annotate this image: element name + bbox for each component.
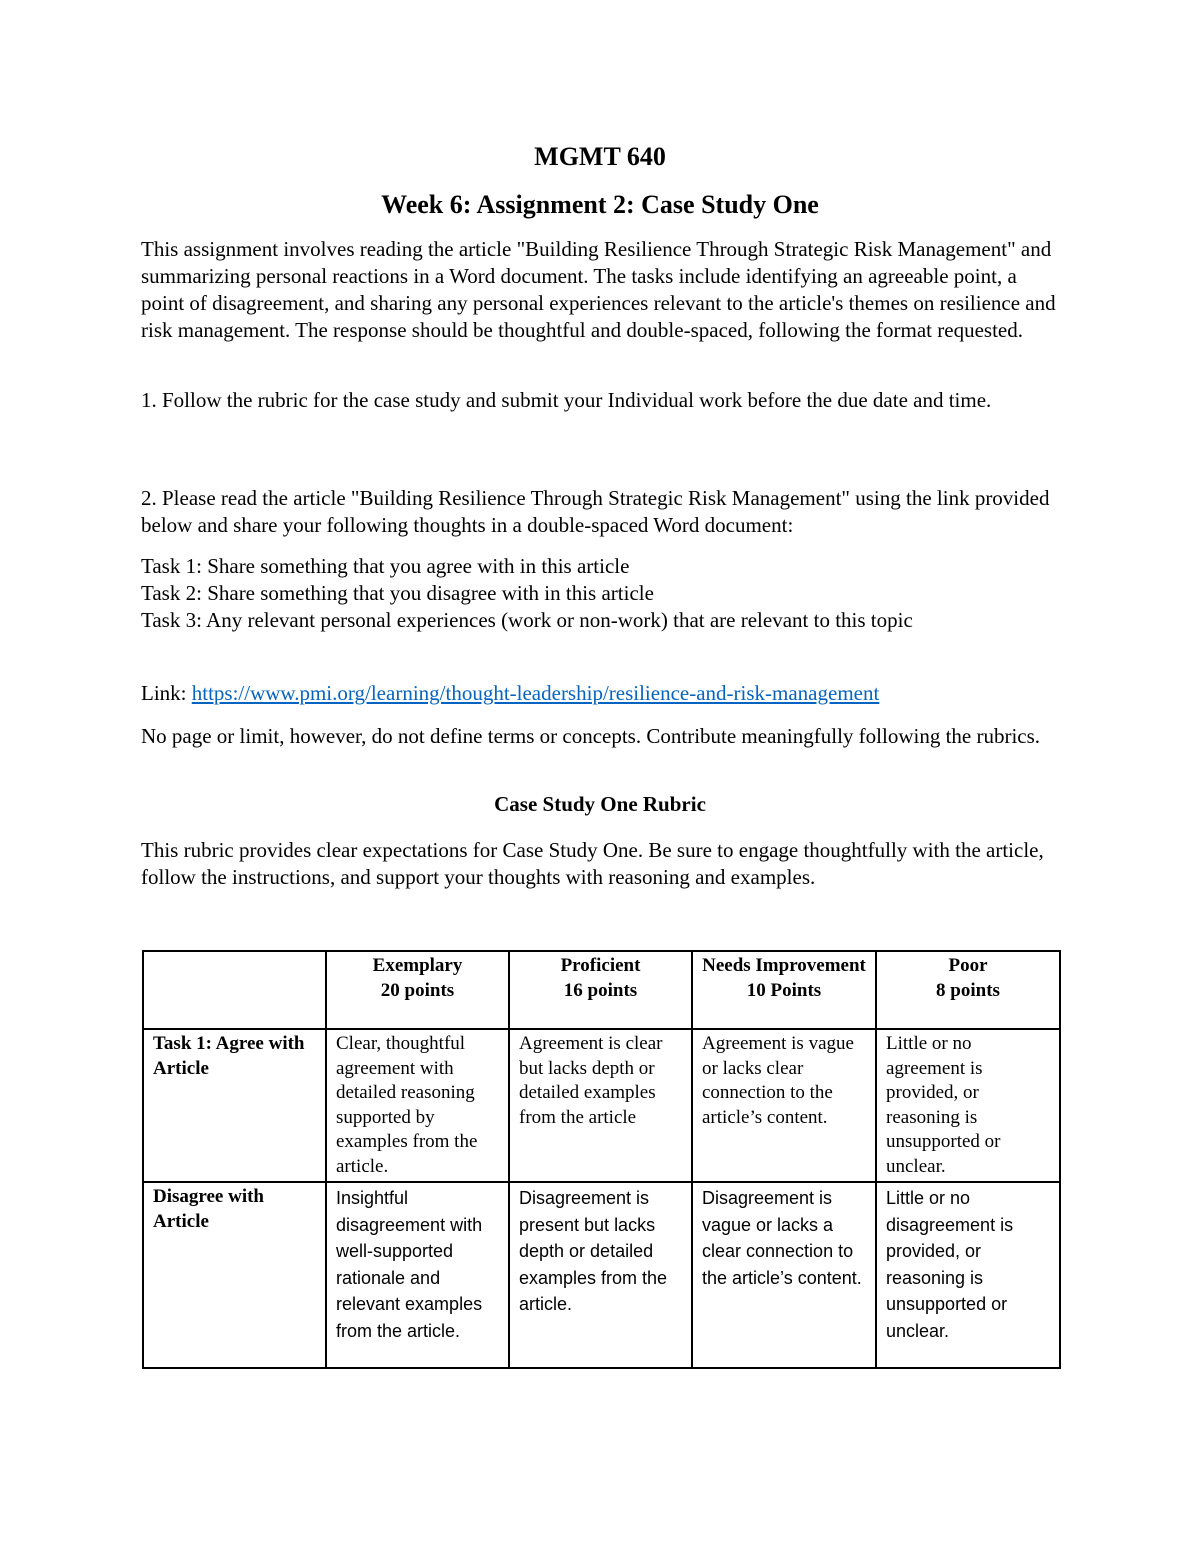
rubric-cell: Agreement is clear but lacks depth or detailed examples from the article [509,1029,692,1182]
rubric-corner-cell [143,951,326,1029]
link-label: Link: [141,681,192,705]
link-paragraph [141,680,1061,707]
rubric-header-row [143,951,1060,1029]
rubric-cell: Little or no disagreement is provided, or reasoning is unsupported or unclear. [876,1182,1060,1368]
rubric-header-needs-improvement [692,951,876,1029]
rubric-row-label: Disagree with Article [143,1182,326,1368]
rubric-cell: Little or no agreement is provided, or reasoning is unsupported or unclear. [876,1029,1060,1182]
rubric-header-proficient [509,951,692,1029]
task-item-1: Task 1: Share something that you agree with in this article [141,554,630,578]
header-level-points: 16 points [563,979,638,1001]
header-level-name: Poor [948,955,988,976]
task-item-2: Task 2: Share something that you disagree with in this article [141,581,654,605]
task-item-3: Task 3: Any relevant personal experiences (work or non-work) that are relevant to this topic [141,608,913,632]
rubric-row-label: Task 1: Agree with Article [143,1029,326,1182]
rubric-cell: Insightful disagreement with well-supported rationale and relevant examples from the article. [326,1182,509,1368]
rubric-cell: Disagreement is vague or lacks a clear connection to the article’s content. [692,1182,876,1368]
rubric-description: This rubric provides clear expectations for Case Study One. Be sure to engage thoughtfully with the article, follow the instructions, and support your thoughts with reasoning and examples. [141,838,1044,889]
header-level-points: 10 Points [746,979,822,1001]
header-level-points: 8 points [936,979,1000,1001]
rubric-cell: Disagreement is present but lacks depth or detailed examples from the article. [509,1182,692,1368]
course-title: MGMT 640 [534,142,666,171]
intro-paragraph: This assignment involves reading the article "Building Resilience Through Strategic Risk Management" and summarizing personal reactions in a Word document. The tasks include identifying an agreeable point, a point of disagreement, and sharing any personal experiences relevant to the article's themes on resilience and risk management. The response should be thoughtful and double-spaced, following the format requested. [141,237,1056,342]
step-1-paragraph: 1. Follow the rubric for the case study and submit your Individual work before the due date and time. [141,388,992,412]
rubric-header-poor [876,951,1060,1029]
rubric-cell: Agreement is vague or lacks clear connection to the article’s content. [692,1029,876,1182]
rubric-title: Case Study One Rubric [494,792,706,816]
rubric-cell: Clear, thoughtful agreement with detailed reasoning supported by examples from the article. [326,1029,509,1182]
rubric-row-agree [143,1029,1060,1182]
assignment-title: Week 6: Assignment 2: Case Study One [381,190,819,219]
step-2-paragraph: 2. Please read the article "Building Resilience Through Strategic Risk Management" using the link provided below and share your following thoughts in a double-spaced Word document: [141,486,1050,537]
article-link[interactable]: https://www.pmi.org/learning/thought-leadership/resilience-and-risk-management [191,681,880,705]
rubric-header-exemplary [326,951,509,1029]
no-limit-paragraph: No page or limit, however, do not define terms or concepts. Contribute meaningfully following the rubrics. [141,724,1041,748]
header-level-name: Exemplary [372,955,463,976]
header-level-name: Needs Improvement [702,955,866,976]
header-level-name: Proficient [560,955,641,976]
rubric-table [142,950,1061,1369]
rubric-row-disagree [143,1182,1060,1368]
task-list [141,553,1061,634]
header-level-points: 20 points [380,979,455,1001]
